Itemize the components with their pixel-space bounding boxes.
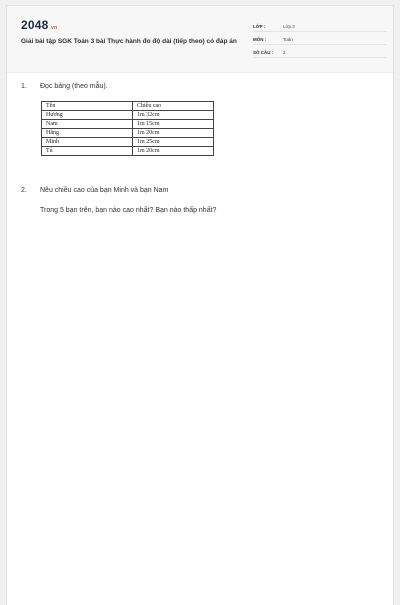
- table-cell-height: 1m 25cm: [133, 138, 214, 147]
- table-cell-height: 1m 15cm: [133, 120, 214, 129]
- table-header-cell: Chiều cao: [133, 102, 214, 111]
- meta-label-grade: LỚP :: [253, 24, 266, 29]
- table-cell-height: 1m 20cm: [133, 129, 214, 138]
- site-logo[interactable]: [21, 18, 57, 32]
- table-row: [42, 120, 214, 129]
- height-table: [41, 101, 214, 156]
- meta-value-count: 2: [283, 50, 286, 55]
- meta-row-count: [253, 44, 387, 58]
- table-row: [42, 129, 214, 138]
- table-cell-name: Hương: [42, 111, 133, 120]
- document-page: [6, 5, 394, 605]
- question-text: Nêu chiều cao của bạn Minh và bạn Nam: [40, 187, 169, 194]
- table-cell-name: Minh: [42, 138, 133, 147]
- meta-value-subject: Toán: [283, 37, 293, 42]
- meta-row-subject: [253, 31, 387, 45]
- table-row: [42, 147, 214, 156]
- question-text: Đọc bảng (theo mẫu).: [40, 83, 108, 90]
- table-row: [42, 138, 214, 147]
- question-2-subtext: Trong 5 bạn trên, bạn nào cao nhất? Bạn nào thấp nhất?: [40, 207, 217, 214]
- table-cell-height: 1m 32cm: [133, 111, 214, 120]
- table-cell-height: 1m 20cm: [133, 147, 214, 156]
- table-header-cell: Tên: [42, 102, 133, 111]
- meta-value-grade: Lớp 3: [283, 24, 295, 29]
- question-number: 2.: [21, 187, 27, 194]
- table-cell-name: Tú: [42, 147, 133, 156]
- question-number: 1.: [21, 83, 27, 90]
- document-header: [7, 6, 393, 73]
- table-header-row: [42, 102, 214, 111]
- table-row: [42, 111, 214, 120]
- logo-suffix: .vn: [49, 25, 58, 31]
- page-title: Giải bài tập SGK Toán 3 bài Thực hành đo độ dài (tiếp theo) có đáp án: [21, 38, 237, 45]
- table-cell-name: Nam: [42, 120, 133, 129]
- meta-label-count: SỐ CÂU :: [253, 50, 274, 55]
- meta-label-subject: MÔN :: [253, 37, 267, 42]
- table-cell-name: Hằng: [42, 129, 133, 138]
- meta-row-grade: [253, 18, 387, 32]
- logo-text: 2048: [21, 18, 49, 32]
